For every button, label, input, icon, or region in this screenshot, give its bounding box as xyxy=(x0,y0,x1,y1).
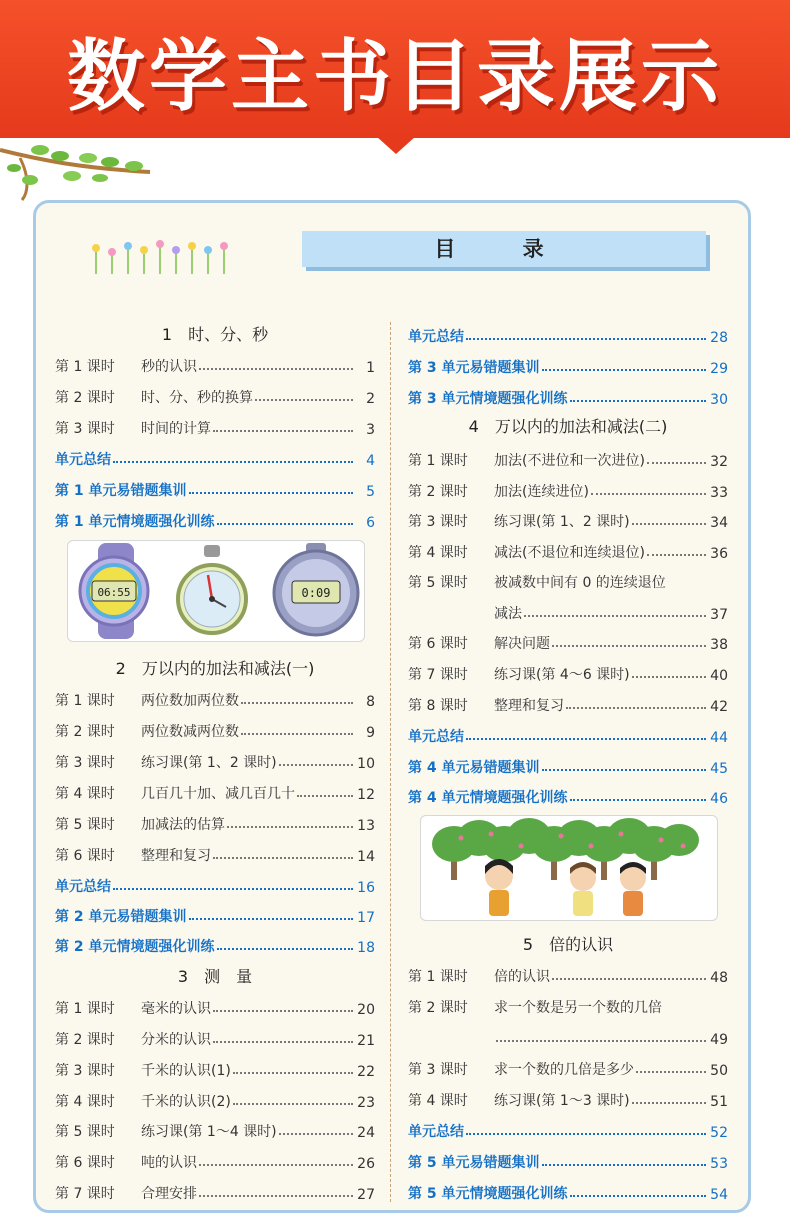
lesson-label: 第 1 课时 xyxy=(408,453,468,469)
page-number: 2 xyxy=(366,391,375,407)
page-number: 12 xyxy=(357,787,375,803)
entry-title: 单元总结 xyxy=(408,729,464,745)
toc-entry-summary[interactable] xyxy=(408,384,728,408)
leader-dots xyxy=(570,1195,707,1197)
lesson-label: 第 8 课时 xyxy=(408,698,468,714)
page-number: 28 xyxy=(710,330,728,346)
toc-entry[interactable] xyxy=(55,414,375,438)
page-number: 29 xyxy=(710,361,728,377)
page-number: 34 xyxy=(710,515,728,531)
toc-entry[interactable] xyxy=(408,660,728,684)
toc-entry-summary[interactable] xyxy=(55,902,375,926)
lesson-label: 第 2 课时 xyxy=(55,724,115,740)
leader-dots xyxy=(570,400,707,402)
page-number: 27 xyxy=(357,1187,375,1203)
leader-dots xyxy=(566,707,706,709)
toc-entry-summary[interactable] xyxy=(55,932,375,956)
leader-dots xyxy=(466,338,706,340)
toc-entry-summary[interactable] xyxy=(408,783,728,807)
entry-title: 求一个数是另一个数的几倍 xyxy=(494,1000,662,1016)
entry-title: 加减法的估算 xyxy=(141,817,225,833)
leader-dots xyxy=(552,645,706,647)
page-number: 9 xyxy=(366,725,375,741)
lesson-label: 第 3 课时 xyxy=(408,514,468,530)
leader-dots xyxy=(189,918,354,920)
toc-entry-summary[interactable] xyxy=(408,322,728,346)
leader-dots xyxy=(279,764,353,766)
leader-dots xyxy=(297,795,353,797)
toc-entry[interactable] xyxy=(55,686,375,710)
toc-entry-summary[interactable] xyxy=(408,722,728,746)
entry-title: 第 3 单元情境题强化训练 xyxy=(408,391,568,407)
entry-title: 第 4 单元情境题强化训练 xyxy=(408,790,568,806)
entry-title: 练习课(第 1～4 课时) xyxy=(141,1124,277,1140)
toc-entry[interactable] xyxy=(408,568,728,592)
toc-entry[interactable] xyxy=(408,446,728,470)
page-number: 51 xyxy=(710,1094,728,1110)
page-number: 44 xyxy=(710,730,728,746)
lesson-label: 第 1 课时 xyxy=(55,1001,115,1017)
toc-entry[interactable] xyxy=(55,1056,375,1080)
entry-title: 第 1 单元情境题强化训练 xyxy=(55,514,215,530)
entry-title: 时、分、秒的换算 xyxy=(141,390,253,406)
unit-4-heading: 4 万以内的加法和减法(二) xyxy=(468,417,668,436)
entry-title: 第 3 单元易错题集训 xyxy=(408,360,540,376)
page-number: 23 xyxy=(357,1095,375,1111)
entry-title: 合理安排 xyxy=(141,1186,197,1202)
toc-entry-summary[interactable] xyxy=(408,1179,728,1203)
leader-dots xyxy=(189,492,354,494)
lesson-label: 第 5 课时 xyxy=(55,817,115,833)
toc-entry[interactable] xyxy=(55,1087,375,1111)
entry-title: 第 2 单元情境题强化训练 xyxy=(55,939,215,955)
page-number: 48 xyxy=(710,970,728,986)
unit-5-heading: 5 倍的认识 xyxy=(522,935,614,954)
entry-title: 加法(不进位和一次进位) xyxy=(494,453,645,469)
entry-title: 求一个数的几倍是多少 xyxy=(494,1062,634,1078)
entry-title: 毫米的认识 xyxy=(141,1001,211,1017)
entry-title: 第 5 单元易错题集训 xyxy=(408,1155,540,1171)
entry-title: 千米的认识(1) xyxy=(141,1063,231,1079)
watch-display: 06:55 xyxy=(97,586,131,599)
clocks-illustration xyxy=(67,540,365,642)
lesson-label: 第 3 课时 xyxy=(55,421,115,437)
leader-dots xyxy=(647,554,706,556)
toc-right-column xyxy=(408,0,728,1223)
lesson-label: 第 6 课时 xyxy=(408,636,468,652)
entry-title: 第 2 单元易错题集训 xyxy=(55,909,187,925)
page-number: 40 xyxy=(710,668,728,684)
leader-dots xyxy=(632,676,706,678)
page-number: 38 xyxy=(710,637,728,653)
entry-title: 几百几十加、减几百几十 xyxy=(141,786,295,802)
toc-entry-summary[interactable] xyxy=(55,476,375,500)
leader-dots xyxy=(552,978,706,980)
page-number: 20 xyxy=(357,1002,375,1018)
toc-entry-summary[interactable] xyxy=(408,1148,728,1172)
entry-title: 减法(不退位和连续退位) xyxy=(494,545,645,561)
page-number: 32 xyxy=(710,454,728,470)
toc-entry[interactable] xyxy=(55,994,375,1018)
page-number: 49 xyxy=(710,1032,728,1048)
lesson-label: 第 4 课时 xyxy=(55,786,115,802)
entry-title: 时间的计算 xyxy=(141,421,211,437)
page-number: 17 xyxy=(357,910,375,926)
page-number: 42 xyxy=(710,699,728,715)
leader-dots xyxy=(213,857,353,859)
lesson-label: 第 6 课时 xyxy=(55,1155,115,1171)
lesson-label: 第 2 课时 xyxy=(408,1000,468,1016)
unit-3-heading: 3 测 量 xyxy=(177,967,253,986)
leader-dots xyxy=(113,461,353,463)
leader-dots xyxy=(647,462,706,464)
toc-entry[interactable] xyxy=(55,1025,375,1049)
toc-entry[interactable] xyxy=(408,1086,728,1110)
leader-dots xyxy=(217,948,354,950)
leader-dots xyxy=(632,1102,706,1104)
leader-dots xyxy=(632,523,706,525)
entry-title: 单元总结 xyxy=(408,1124,464,1140)
toc-entry[interactable] xyxy=(408,629,728,653)
page-number: 36 xyxy=(710,546,728,562)
lesson-label: 第 5 课时 xyxy=(55,1124,115,1140)
toc-entry[interactable] xyxy=(55,748,375,772)
page-number: 26 xyxy=(357,1156,375,1172)
page-number: 6 xyxy=(366,515,375,531)
toc-entry[interactable] xyxy=(55,383,375,407)
page-number: 53 xyxy=(710,1156,728,1172)
page-number: 14 xyxy=(357,849,375,865)
toc-entry[interactable] xyxy=(55,1117,375,1141)
toc-entry-summary[interactable] xyxy=(408,1117,728,1141)
toc-entry[interactable] xyxy=(55,717,375,741)
page-number: 3 xyxy=(366,422,375,438)
entry-title: 单元总结 xyxy=(55,452,111,468)
page-number: 5 xyxy=(366,484,375,500)
toc-entry[interactable] xyxy=(55,1148,375,1172)
unit-2-heading: 2 万以内的加法和减法(一) xyxy=(115,659,315,678)
toc-entry-summary[interactable] xyxy=(55,445,375,469)
toc-entry-continuation[interactable] xyxy=(408,1024,728,1048)
trees-children-illustration xyxy=(420,815,718,921)
lesson-label: 第 1 课时 xyxy=(55,359,115,375)
lesson-label: 第 6 课时 xyxy=(55,848,115,864)
clocks-drawing xyxy=(68,541,364,641)
leader-dots xyxy=(542,369,707,371)
leader-dots xyxy=(199,368,353,370)
toc-entry[interactable] xyxy=(408,507,728,531)
lesson-label: 第 3 课时 xyxy=(408,1062,468,1078)
entry-title: 练习课(第 4～6 课时) xyxy=(494,667,630,683)
toc-entry[interactable] xyxy=(55,352,375,376)
leader-dots xyxy=(199,1164,353,1166)
page-number: 52 xyxy=(710,1125,728,1141)
page-number: 1 xyxy=(366,360,375,376)
leader-dots xyxy=(466,1133,706,1135)
entry-title: 两位数加两位数 xyxy=(141,693,239,709)
lesson-label: 第 2 课时 xyxy=(55,390,115,406)
entry-title: 倍的认识 xyxy=(494,969,550,985)
toc-title: 目 录 xyxy=(302,231,706,267)
toc-entry[interactable] xyxy=(55,841,375,865)
page-number: 13 xyxy=(357,818,375,834)
entry-title: 加法(连续进位) xyxy=(494,484,589,500)
leader-dots xyxy=(233,1072,353,1074)
leader-dots xyxy=(217,523,354,525)
entry-title: 单元总结 xyxy=(55,879,111,895)
banner-title: 数学主书目录展示 xyxy=(66,32,723,122)
lesson-label: 第 2 课时 xyxy=(408,484,468,500)
leader-dots xyxy=(636,1071,706,1073)
entry-title: 整理和复习 xyxy=(494,698,564,714)
entry-title: 分米的认识 xyxy=(141,1032,211,1048)
entry-title: 秒的认识 xyxy=(141,359,197,375)
unit-1-heading: 1 时、分、秒 xyxy=(161,325,269,344)
toc-entry[interactable] xyxy=(55,810,375,834)
toc-entry[interactable] xyxy=(408,1055,728,1079)
page-number: 21 xyxy=(357,1033,375,1049)
toc-left-column xyxy=(55,0,375,1223)
toc-entry[interactable] xyxy=(408,477,728,501)
page-number: 8 xyxy=(366,694,375,710)
leader-dots xyxy=(496,1040,706,1042)
leader-dots xyxy=(524,615,706,617)
column-divider xyxy=(390,322,391,1202)
toc-entry-summary[interactable] xyxy=(408,353,728,377)
entry-title: 第 1 单元易错题集训 xyxy=(55,483,187,499)
leader-dots xyxy=(279,1133,353,1135)
toc-entry-summary[interactable] xyxy=(408,753,728,777)
page-number: 46 xyxy=(710,791,728,807)
leader-dots xyxy=(241,702,353,704)
page-number: 22 xyxy=(357,1064,375,1080)
entry-title: 练习课(第 1、2 课时) xyxy=(494,514,630,530)
lesson-label: 第 3 课时 xyxy=(55,1063,115,1079)
entry-title: 练习课(第 1～3 课时) xyxy=(494,1093,630,1109)
leader-dots xyxy=(213,1010,353,1012)
lesson-label: 第 2 课时 xyxy=(55,1032,115,1048)
toc-entry[interactable] xyxy=(55,779,375,803)
lesson-label: 第 1 课时 xyxy=(55,693,115,709)
page-number: 45 xyxy=(710,761,728,777)
lesson-label: 第 5 课时 xyxy=(408,575,468,591)
leader-dots xyxy=(233,1103,353,1105)
leader-dots xyxy=(241,733,353,735)
toc-entry-continuation[interactable] xyxy=(408,599,728,623)
entry-title-continued: 减法 xyxy=(494,606,522,622)
entry-title: 两位数减两位数 xyxy=(141,724,239,740)
page-number: 33 xyxy=(710,485,728,501)
page-number: 16 xyxy=(357,880,375,896)
lesson-label: 第 4 课时 xyxy=(55,1094,115,1110)
entry-title: 第 5 单元情境题强化训练 xyxy=(408,1186,568,1202)
entry-title: 吨的认识 xyxy=(141,1155,197,1171)
leader-dots xyxy=(227,826,353,828)
leader-dots xyxy=(199,1195,353,1197)
leader-dots xyxy=(466,738,706,740)
entry-title: 被减数中间有 0 的连续退位 xyxy=(494,575,666,591)
lesson-label: 第 1 课时 xyxy=(408,969,468,985)
leader-dots xyxy=(113,888,353,890)
page-number: 37 xyxy=(710,607,728,623)
lesson-label: 第 3 课时 xyxy=(55,755,115,771)
toc-entry[interactable] xyxy=(408,538,728,562)
leader-dots xyxy=(213,430,353,432)
toc-entry-summary[interactable] xyxy=(55,507,375,531)
toc-entry-summary[interactable] xyxy=(55,872,375,896)
page-number: 18 xyxy=(357,940,375,956)
page-number: 54 xyxy=(710,1187,728,1203)
entry-title: 练习课(第 1、2 课时) xyxy=(141,755,277,771)
toc-entry[interactable] xyxy=(55,1179,375,1203)
toc-entry[interactable] xyxy=(408,962,728,986)
entry-title: 单元总结 xyxy=(408,329,464,345)
lesson-label: 第 4 课时 xyxy=(408,545,468,561)
entry-title: 整理和复习 xyxy=(141,848,211,864)
leader-dots xyxy=(570,799,707,801)
page-number: 4 xyxy=(366,453,375,469)
entry-title: 解决问题 xyxy=(494,636,550,652)
stopwatch-display: 0:09 xyxy=(301,586,331,600)
toc-entry[interactable] xyxy=(408,691,728,715)
lesson-label: 第 7 课时 xyxy=(55,1186,115,1202)
page-number: 30 xyxy=(710,392,728,408)
leader-dots xyxy=(591,493,706,495)
page-number: 50 xyxy=(710,1063,728,1079)
lesson-label: 第 7 课时 xyxy=(408,667,468,683)
leader-dots xyxy=(542,1164,707,1166)
leader-dots xyxy=(213,1041,353,1043)
page-number: 24 xyxy=(357,1125,375,1141)
entry-title: 千米的认识(2) xyxy=(141,1094,231,1110)
lesson-label: 第 4 课时 xyxy=(408,1093,468,1109)
page-number: 10 xyxy=(357,756,375,772)
toc-entry[interactable] xyxy=(408,993,728,1017)
trees-children-drawing xyxy=(421,816,717,920)
leader-dots xyxy=(542,769,707,771)
leader-dots xyxy=(255,399,353,401)
entry-title: 第 4 单元易错题集训 xyxy=(408,760,540,776)
